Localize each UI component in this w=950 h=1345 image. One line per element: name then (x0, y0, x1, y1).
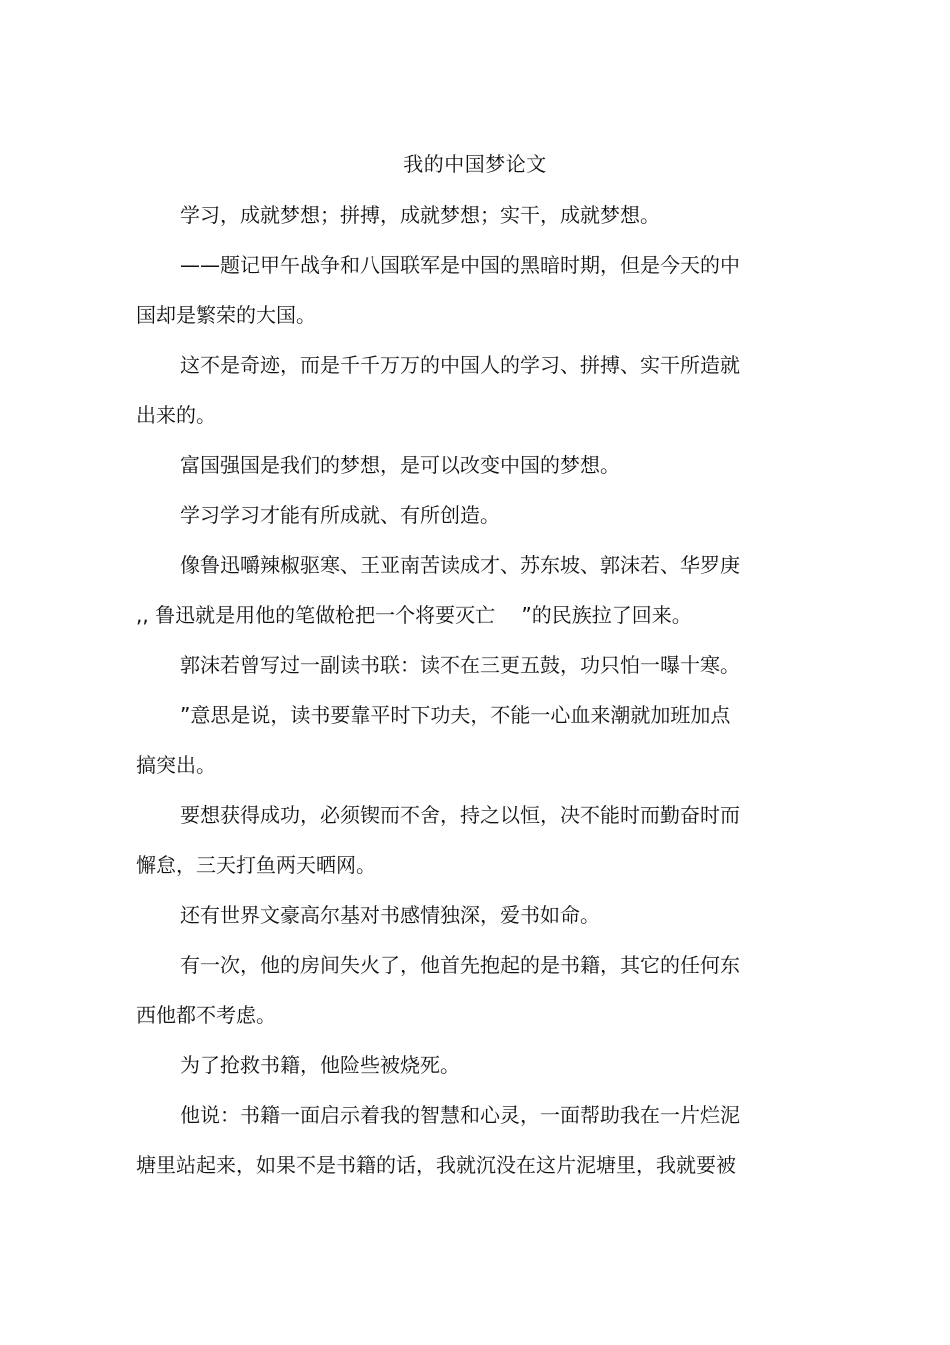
text-line: 他说：书籍一面启示着我的智慧和心灵，一面帮助我在一片烂泥 (180, 1103, 740, 1127)
text-line: 还有世界文豪高尔基对书感情独深，爱书如命。 (180, 903, 600, 927)
text-line: 要想获得成功，必须锲而不舍，持之以恒，决不能时而勤奋时而 (180, 803, 740, 827)
text-line: 有一次，他的房间失火了，他首先抱起的是书籍，其它的任何东 (180, 953, 740, 977)
text-line: 搞突出。 (136, 753, 216, 777)
text-line: 这不是奇迹，而是千千万万的中国人的学习、拼搏、实干所造就 (180, 353, 740, 377)
text-line: 为了抢救书籍，他险些被烧死。 (180, 1053, 460, 1077)
document-title: 我的中国梦论文 (403, 152, 547, 176)
text-line: 懈怠，三天打鱼两天晒网。 (136, 853, 376, 877)
text-line: 郭沫若曾写过一副读书联：读不在三更五鼓，功只怕一曝十寒。 (180, 653, 740, 677)
text-line: 富国强国是我们的梦想，是可以改变中国的梦想。 (180, 453, 620, 477)
text-line: 国却是繁荣的大国。 (136, 303, 316, 327)
text-line: 学习，成就梦想；拼搏，成就梦想；实干，成就梦想。 (180, 203, 660, 227)
text-line: 像鲁迅嚼辣椒驱寒、王亚南苦读成才、苏东坡、郭沫若、华罗庚 (180, 553, 740, 577)
text-line: 学习学习才能有所成就、有所创造。 (180, 503, 500, 527)
text-line: 出来的。 (136, 403, 216, 427)
text-line: ,, 鲁迅就是用他的笔做枪把一个将要灭亡 ”的民族拉了回来。 (136, 603, 692, 627)
text-line: ”意思是说，读书要靠平时下功夫，不能一心血来潮就加班加点 (180, 703, 731, 727)
text-line: ——题记甲午战争和八国联军是中国的黑暗时期，但是今天的中 (180, 253, 740, 277)
text-line: 西他都不考虑。 (136, 1003, 276, 1027)
document-body (136, 201, 766, 1201)
text-line: 塘里站起来，如果不是书籍的话，我就沉没在这片泥塘里，我就要被 (136, 1153, 736, 1177)
